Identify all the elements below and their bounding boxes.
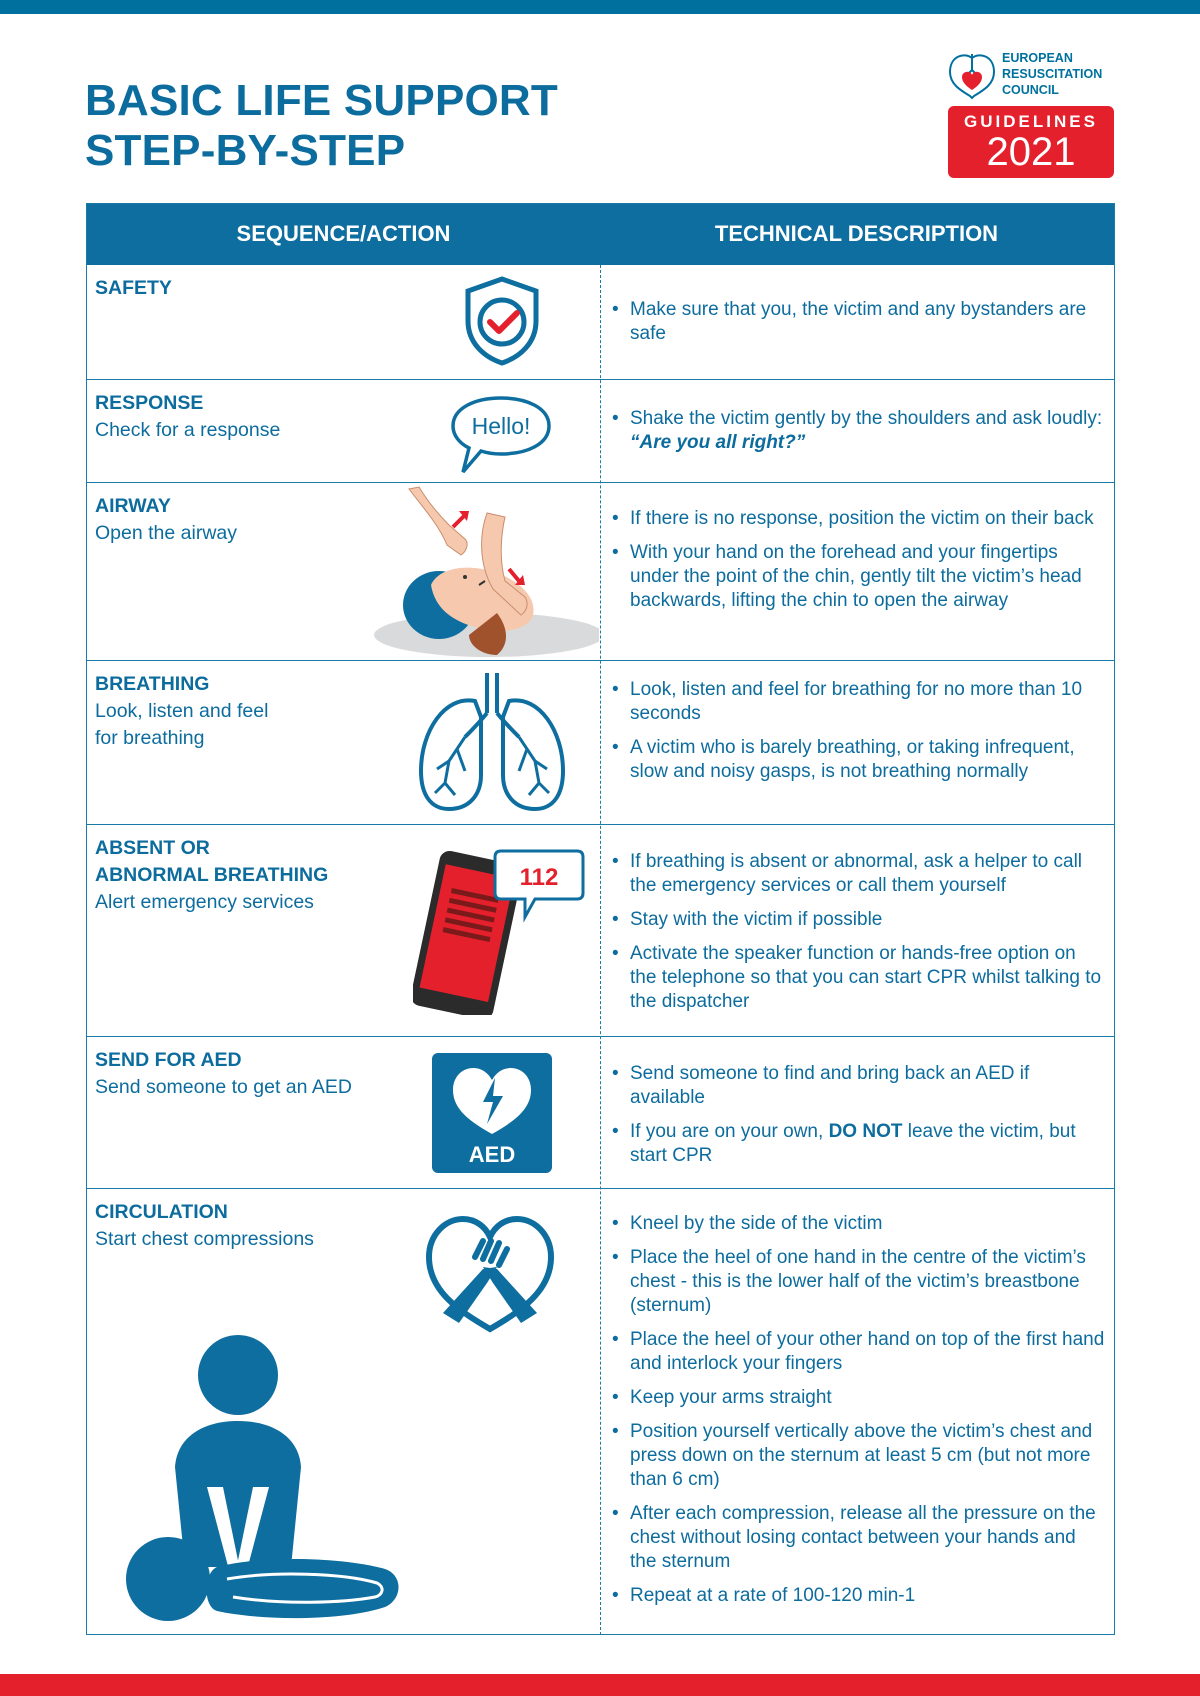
heart-lungs-logo-icon — [946, 50, 998, 100]
speech-bubble-icon — [449, 394, 553, 476]
lungs-icon — [415, 671, 569, 815]
step-description — [612, 298, 1107, 356]
step-title: SAFETY — [95, 277, 172, 299]
guidelines-badge — [948, 106, 1114, 178]
step-description — [612, 507, 1107, 623]
bullet: • A victim who is barely breathing, or taking infrequent, slow and noisy gasps, is not breathing normally — [612, 736, 1107, 784]
bullet: • Stay with the victim if possible — [612, 908, 1107, 932]
step-description — [612, 407, 1107, 465]
heart-hands-icon — [423, 1213, 557, 1337]
step-title: CIRCULATION — [95, 1201, 228, 1223]
aed-sign-icon — [431, 1052, 553, 1174]
step-row-circulation — [87, 1188, 1114, 1635]
step-row-breathing — [87, 660, 1114, 824]
emergency-number: 112 — [519, 864, 559, 891]
bullet — [612, 1120, 1107, 1168]
title-line-2: STEP-BY-STEP — [85, 126, 406, 175]
step-row-abnormal-breathing — [87, 824, 1114, 1036]
step-subtitle-2: for breathing — [95, 727, 205, 749]
guidelines-year: 2021 — [986, 130, 1076, 174]
bullet: • Look, listen and feel for breathing for no more than 10 seconds — [612, 678, 1107, 726]
head-tilt-chin-lift-icon — [369, 485, 599, 659]
step-label — [95, 275, 425, 302]
step-description — [612, 678, 1107, 794]
bullet: • Kneel by the side of the victim — [612, 1212, 1107, 1236]
bullet: • Repeat at a rate of 100-120 min-1 — [612, 1584, 1107, 1608]
shield-check-icon — [462, 275, 542, 367]
bullet-quote: “Are you all right?” — [630, 432, 806, 453]
step-title-2: ABNORMAL BREATHING — [95, 864, 329, 886]
bullet: • Keep your arms straight — [612, 1386, 1107, 1410]
bullet: • If breathing is absent or abnormal, ask a helper to call the emergency services or call them yourself — [612, 850, 1107, 898]
bullet — [612, 407, 1107, 455]
step-row-response — [87, 379, 1114, 482]
bullet-text-post: leave the victim, but start CPR — [630, 1121, 1076, 1166]
title-line-1: BASIC LIFE SUPPORT — [85, 76, 558, 125]
column-header-description: TECHNICAL DESCRIPTION — [714, 221, 999, 246]
logo-org-name — [1002, 50, 1122, 98]
step-subtitle: Check for a response — [95, 419, 281, 441]
table-header — [87, 204, 1114, 265]
bullet: • Activate the speaker function or hands-free option on the telephone so that you can start CPR whilst talking to the dispatcher — [612, 942, 1107, 1014]
page-title — [85, 76, 558, 176]
logo-org-line-2: RESUSCITATION — [1002, 67, 1103, 81]
column-header-sequence: SEQUENCE/ACTION — [236, 221, 451, 246]
bullet: • After each compression, release all the pressure on the chest without losing contact between your hands and the sternum — [612, 1502, 1107, 1574]
bullet-text: Shake the victim gently by the shoulders and ask loudly: — [630, 408, 1103, 429]
top-accent-bar — [0, 0, 1200, 14]
step-subtitle: Start chest compressions — [95, 1228, 314, 1250]
erc-logo — [946, 48, 1116, 180]
bullet: • Send someone to find and bring back an AED if available — [612, 1062, 1107, 1110]
cpr-icon — [123, 1317, 413, 1637]
step-label — [95, 835, 425, 916]
step-subtitle: Send someone to get an AED — [95, 1076, 352, 1098]
guidelines-label: GUIDELINES — [964, 112, 1098, 131]
bullet-text-bold: DO NOT — [828, 1121, 903, 1142]
step-label — [95, 671, 425, 752]
step-title: BREATHING — [95, 673, 210, 695]
bullet: • With your hand on the forehead and your fingertips under the point of the chin, gently tilt the victim’s head backwards, lifting the chin to open the airway — [612, 541, 1107, 613]
bottom-accent-bar — [0, 1674, 1200, 1696]
step-row-airway — [87, 482, 1114, 660]
aed-sign-label: AED — [468, 1142, 516, 1167]
logo-org-line-3: COUNCIL — [1002, 83, 1059, 97]
step-label — [95, 390, 425, 444]
bullet: • If there is no response, position the victim on their back — [612, 507, 1107, 531]
step-description — [612, 850, 1107, 1024]
bullet: • Position yourself vertically above the victim’s chest and press down on the sternum at least 5 cm (but not more than 6 cm) — [612, 1420, 1107, 1492]
step-description — [612, 1212, 1107, 1618]
step-label — [95, 1047, 425, 1101]
step-row-safety — [87, 265, 1114, 379]
step-subtitle-1: Look, listen and feel — [95, 700, 269, 722]
step-title: AIRWAY — [95, 495, 171, 517]
step-title: SEND FOR AED — [95, 1049, 242, 1071]
step-subtitle: Alert emergency services — [95, 891, 314, 913]
step-row-aed — [87, 1036, 1114, 1188]
bullet-text-pre: If you are on your own, — [630, 1121, 829, 1142]
step-title: RESPONSE — [95, 392, 204, 414]
logo-org-line-1: EUROPEAN — [1002, 51, 1073, 65]
bullet: • Place the heel of one hand in the centre of the victim’s chest - this is the lower half of the victim’s breastbone (sternum) — [612, 1246, 1107, 1318]
bullet: • Make sure that you, the victim and any bystanders are safe — [612, 298, 1107, 346]
bullet: • Place the heel of your other hand on top of the first hand and interlock your fingers — [612, 1328, 1107, 1376]
phone-icon — [413, 841, 587, 1015]
bls-table — [86, 203, 1115, 1635]
speech-bubble-text: Hello! — [471, 413, 531, 439]
step-description — [612, 1062, 1107, 1178]
step-title-1: ABSENT OR — [95, 837, 210, 859]
step-subtitle: Open the airway — [95, 522, 237, 544]
step-label — [95, 1199, 425, 1253]
